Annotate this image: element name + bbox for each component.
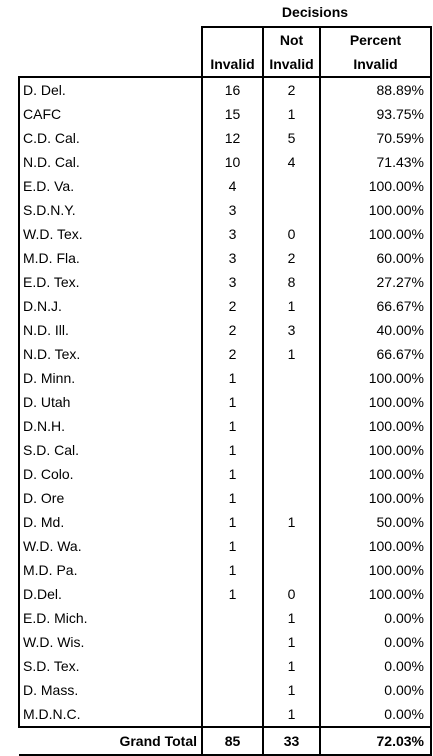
invalid-cell <box>202 606 263 630</box>
court-cell: D.N.J. <box>19 294 202 318</box>
court-cell: D.Del. <box>19 582 202 606</box>
percent-cell: 100.00% <box>320 462 431 486</box>
table-row <box>19 462 431 486</box>
decisions-group-label: Decisions <box>281 4 349 20</box>
percent-cell: 88.89% <box>320 77 431 102</box>
court-cell: S.D. Tex. <box>19 654 202 678</box>
not-invalid-cell: 1 <box>263 654 320 678</box>
table-row <box>19 606 431 630</box>
not-invalid-cell <box>263 198 320 222</box>
grand-total-not-invalid: 33 <box>263 727 320 755</box>
percent-cell: 40.00% <box>320 318 431 342</box>
percent-cell: 0.00% <box>320 678 431 702</box>
not-invalid-cell: 1 <box>263 294 320 318</box>
table-row <box>19 486 431 510</box>
invalid-cell: 1 <box>202 510 263 534</box>
not-invalid-cell <box>263 174 320 198</box>
percent-cell: 93.75% <box>320 102 431 126</box>
invalid-cell: 1 <box>202 438 263 462</box>
percent-cell: 100.00% <box>320 438 431 462</box>
group-header-row <box>0 0 433 24</box>
not-invalid-cell: 0 <box>263 582 320 606</box>
court-cell: E.D. Mich. <box>19 606 202 630</box>
invalid-cell <box>202 702 263 727</box>
header-not-top: Not <box>263 27 320 52</box>
invalid-cell: 1 <box>202 486 263 510</box>
invalid-cell: 10 <box>202 150 263 174</box>
not-invalid-cell <box>263 486 320 510</box>
table-row <box>19 318 431 342</box>
not-invalid-cell: 1 <box>263 510 320 534</box>
court-cell: D. Colo. <box>19 462 202 486</box>
percent-cell: 0.00% <box>320 606 431 630</box>
invalid-cell: 1 <box>202 534 263 558</box>
table-row <box>19 438 431 462</box>
table-row <box>19 270 431 294</box>
percent-cell: 66.67% <box>320 342 431 366</box>
percent-cell: 60.00% <box>320 246 431 270</box>
percent-cell: 100.00% <box>320 390 431 414</box>
not-invalid-cell <box>263 558 320 582</box>
header-invalid: Invalid <box>202 52 263 77</box>
table-row <box>19 366 431 390</box>
invalid-cell: 4 <box>202 174 263 198</box>
not-invalid-cell: 1 <box>263 702 320 727</box>
table-row <box>19 390 431 414</box>
invalid-cell: 3 <box>202 246 263 270</box>
percent-cell: 100.00% <box>320 222 431 246</box>
percent-cell: 0.00% <box>320 702 431 727</box>
court-cell: W.D. Wa. <box>19 534 202 558</box>
court-cell: D.N.H. <box>19 414 202 438</box>
not-invalid-cell <box>263 462 320 486</box>
table-row <box>19 630 431 654</box>
table-row <box>19 77 431 102</box>
not-invalid-cell: 2 <box>263 246 320 270</box>
table-row <box>19 702 431 727</box>
court-cell: D. Ore <box>19 486 202 510</box>
not-invalid-cell: 0 <box>263 222 320 246</box>
invalid-cell: 1 <box>202 558 263 582</box>
header-blank-cell-2 <box>19 52 202 77</box>
invalid-cell <box>202 678 263 702</box>
court-cell: W.D. Tex. <box>19 222 202 246</box>
header-invalid-top <box>202 27 263 52</box>
invalid-cell: 3 <box>202 222 263 246</box>
table-row <box>19 510 431 534</box>
table-row <box>19 558 431 582</box>
court-cell: N.D. Ill. <box>19 318 202 342</box>
court-cell: M.D. Pa. <box>19 558 202 582</box>
not-invalid-cell: 3 <box>263 318 320 342</box>
invalid-cell: 2 <box>202 318 263 342</box>
not-invalid-cell: 1 <box>263 678 320 702</box>
court-cell: CAFC <box>19 102 202 126</box>
grand-total-percent: 72.03% <box>320 727 431 755</box>
header-blank-cell <box>19 27 202 52</box>
invalid-cell: 1 <box>202 582 263 606</box>
decisions-table <box>18 26 432 756</box>
court-cell: N.D. Tex. <box>19 342 202 366</box>
header-percent-invalid: Invalid <box>320 52 431 77</box>
not-invalid-cell: 5 <box>263 126 320 150</box>
court-cell: W.D. Wis. <box>19 630 202 654</box>
table-row <box>19 222 431 246</box>
header-percent-top: Percent <box>320 27 431 52</box>
not-invalid-cell: 4 <box>263 150 320 174</box>
not-invalid-cell <box>263 366 320 390</box>
not-invalid-cell: 1 <box>263 606 320 630</box>
grand-total-label: Grand Total <box>19 727 202 755</box>
table-row <box>19 174 431 198</box>
table-row <box>19 294 431 318</box>
court-cell: E.D. Tex. <box>19 270 202 294</box>
court-cell: N.D. Cal. <box>19 150 202 174</box>
grand-total-invalid: 85 <box>202 727 263 755</box>
percent-cell: 100.00% <box>320 414 431 438</box>
percent-cell: 100.00% <box>320 486 431 510</box>
table-row <box>19 654 431 678</box>
invalid-cell: 2 <box>202 342 263 366</box>
percent-cell: 66.67% <box>320 294 431 318</box>
percent-cell: 70.59% <box>320 126 431 150</box>
not-invalid-cell <box>263 438 320 462</box>
invalid-cell: 1 <box>202 462 263 486</box>
court-cell: D. Utah <box>19 390 202 414</box>
not-invalid-cell: 1 <box>263 342 320 366</box>
invalid-cell: 12 <box>202 126 263 150</box>
court-cell: D. Md. <box>19 510 202 534</box>
header-not-invalid: Invalid <box>263 52 320 77</box>
invalid-cell <box>202 630 263 654</box>
not-invalid-cell <box>263 534 320 558</box>
table-row <box>19 102 431 126</box>
percent-cell: 100.00% <box>320 198 431 222</box>
not-invalid-cell: 8 <box>263 270 320 294</box>
table-row <box>19 678 431 702</box>
not-invalid-cell <box>263 390 320 414</box>
court-cell: S.D.N.Y. <box>19 198 202 222</box>
not-invalid-cell <box>263 414 320 438</box>
invalid-cell: 1 <box>202 366 263 390</box>
table-row <box>19 582 431 606</box>
invalid-cell: 1 <box>202 414 263 438</box>
header-row-1 <box>19 27 431 52</box>
invalid-cell: 15 <box>202 102 263 126</box>
invalid-cell: 1 <box>202 390 263 414</box>
table-row <box>19 342 431 366</box>
court-cell: D. Minn. <box>19 366 202 390</box>
not-invalid-cell: 1 <box>263 102 320 126</box>
court-cell: M.D. Fla. <box>19 246 202 270</box>
percent-cell: 100.00% <box>320 582 431 606</box>
not-invalid-cell: 2 <box>263 77 320 102</box>
header-row-2 <box>19 52 431 77</box>
invalid-cell: 3 <box>202 270 263 294</box>
invalid-cell: 3 <box>202 198 263 222</box>
court-cell: D. Del. <box>19 77 202 102</box>
percent-cell: 100.00% <box>320 534 431 558</box>
court-cell: C.D. Cal. <box>19 126 202 150</box>
percent-cell: 100.00% <box>320 366 431 390</box>
table-row <box>19 126 431 150</box>
court-cell: D. Mass. <box>19 678 202 702</box>
percent-cell: 100.00% <box>320 558 431 582</box>
court-cell: S.D. Cal. <box>19 438 202 462</box>
table-row <box>19 246 431 270</box>
percent-cell: 50.00% <box>320 510 431 534</box>
percent-cell: 0.00% <box>320 630 431 654</box>
grand-total-row <box>19 727 431 755</box>
table-row <box>19 150 431 174</box>
court-cell: M.D.N.C. <box>19 702 202 727</box>
invalid-cell: 16 <box>202 77 263 102</box>
table-row <box>19 198 431 222</box>
percent-cell: 100.00% <box>320 174 431 198</box>
percent-cell: 27.27% <box>320 270 431 294</box>
percent-cell: 71.43% <box>320 150 431 174</box>
court-cell: E.D. Va. <box>19 174 202 198</box>
percent-cell: 0.00% <box>320 654 431 678</box>
invalid-cell <box>202 654 263 678</box>
table-row <box>19 414 431 438</box>
not-invalid-cell: 1 <box>263 630 320 654</box>
table-body <box>19 77 431 727</box>
table-row <box>19 534 431 558</box>
invalid-cell: 2 <box>202 294 263 318</box>
